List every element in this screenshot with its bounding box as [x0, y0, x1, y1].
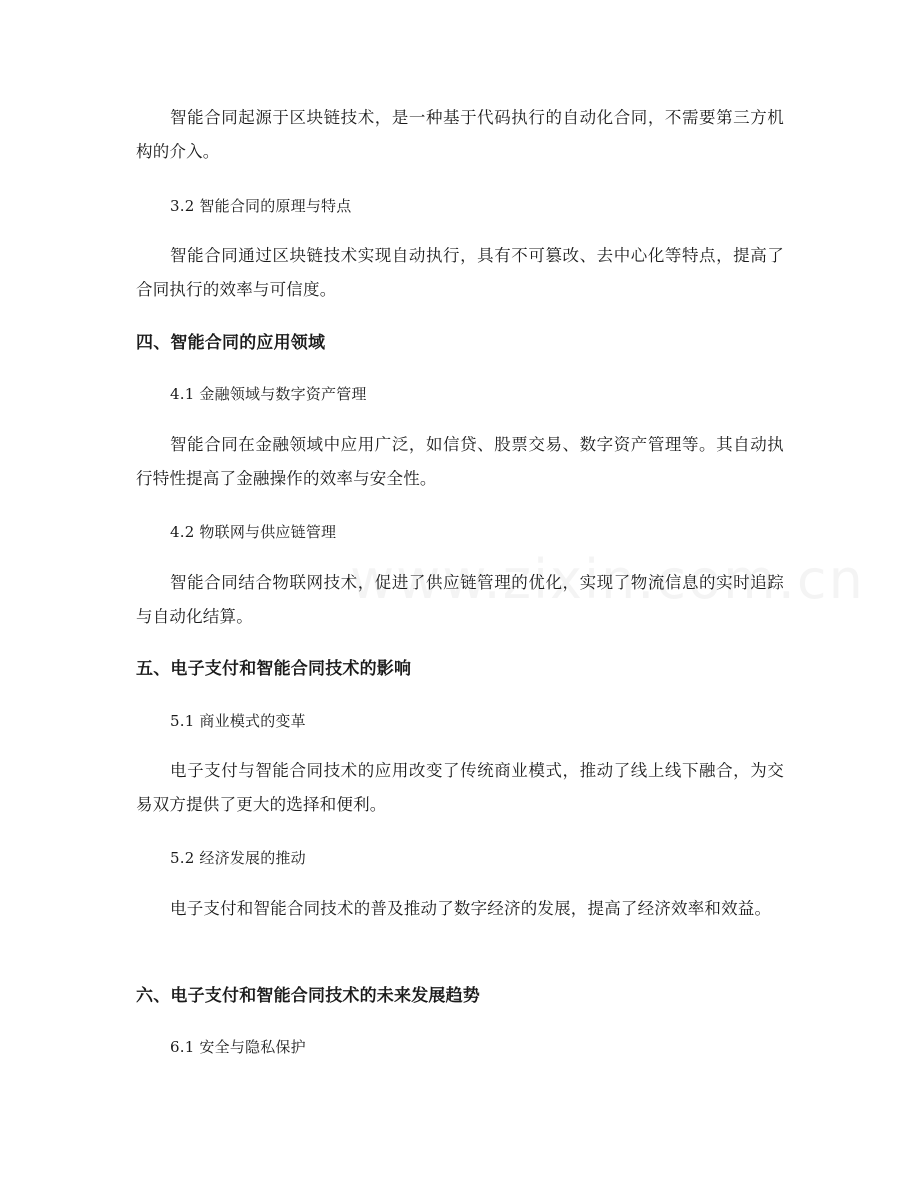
paragraph-business-model: 电子支付与智能合同技术的应用改变了传统商业模式，推动了线上线下融合，为交易双方提供了更大的选择和便利。 — [136, 761, 784, 814]
subheading-3-2: 3.2 智能合同的原理与特点 — [170, 197, 352, 215]
paragraph-principles: 智能合同通过区块链技术实现自动执行，具有不可篡改、去中心化等特点，提高了合同执行的效率与可信度。 — [136, 246, 784, 299]
section-heading-5: 五、电子支付和智能合同技术的影响 — [136, 659, 412, 679]
section-heading-6: 六、电子支付和智能合同技术的未来发展趋势 — [136, 986, 480, 1006]
paragraph-iot-supply-chain: 智能合同结合物联网技术，促进了供应链管理的优化，实现了物流信息的实时追踪与自动化结算。 — [136, 573, 784, 626]
paragraph-economic-development: 电子支付和智能合同技术的普及推动了数字经济的发展，提高了经济效率和效益。 — [170, 899, 772, 918]
subheading-4-2: 4.2 物联网与供应链管理 — [170, 523, 337, 541]
paragraph-smart-contract-origin: 智能合同起源于区块链技术，是一种基于代码执行的自动化合同，不需要第三方机构的介入。 — [136, 108, 784, 161]
subheading-6-1: 6.1 安全与隐私保护 — [170, 1038, 306, 1056]
subheading-5-2: 5.2 经济发展的推动 — [170, 849, 306, 867]
paragraph-finance: 智能合同在金融领域中应用广泛，如信贷、股票交易、数字资产管理等。其自动执行特性提高了金融操作的效率与安全性。 — [136, 435, 784, 488]
section-heading-4: 四、智能合同的应用领域 — [136, 333, 326, 353]
subheading-5-1: 5.1 商业模式的变革 — [170, 712, 306, 730]
subheading-4-1: 4.1 金融领域与数字资产管理 — [170, 385, 367, 403]
